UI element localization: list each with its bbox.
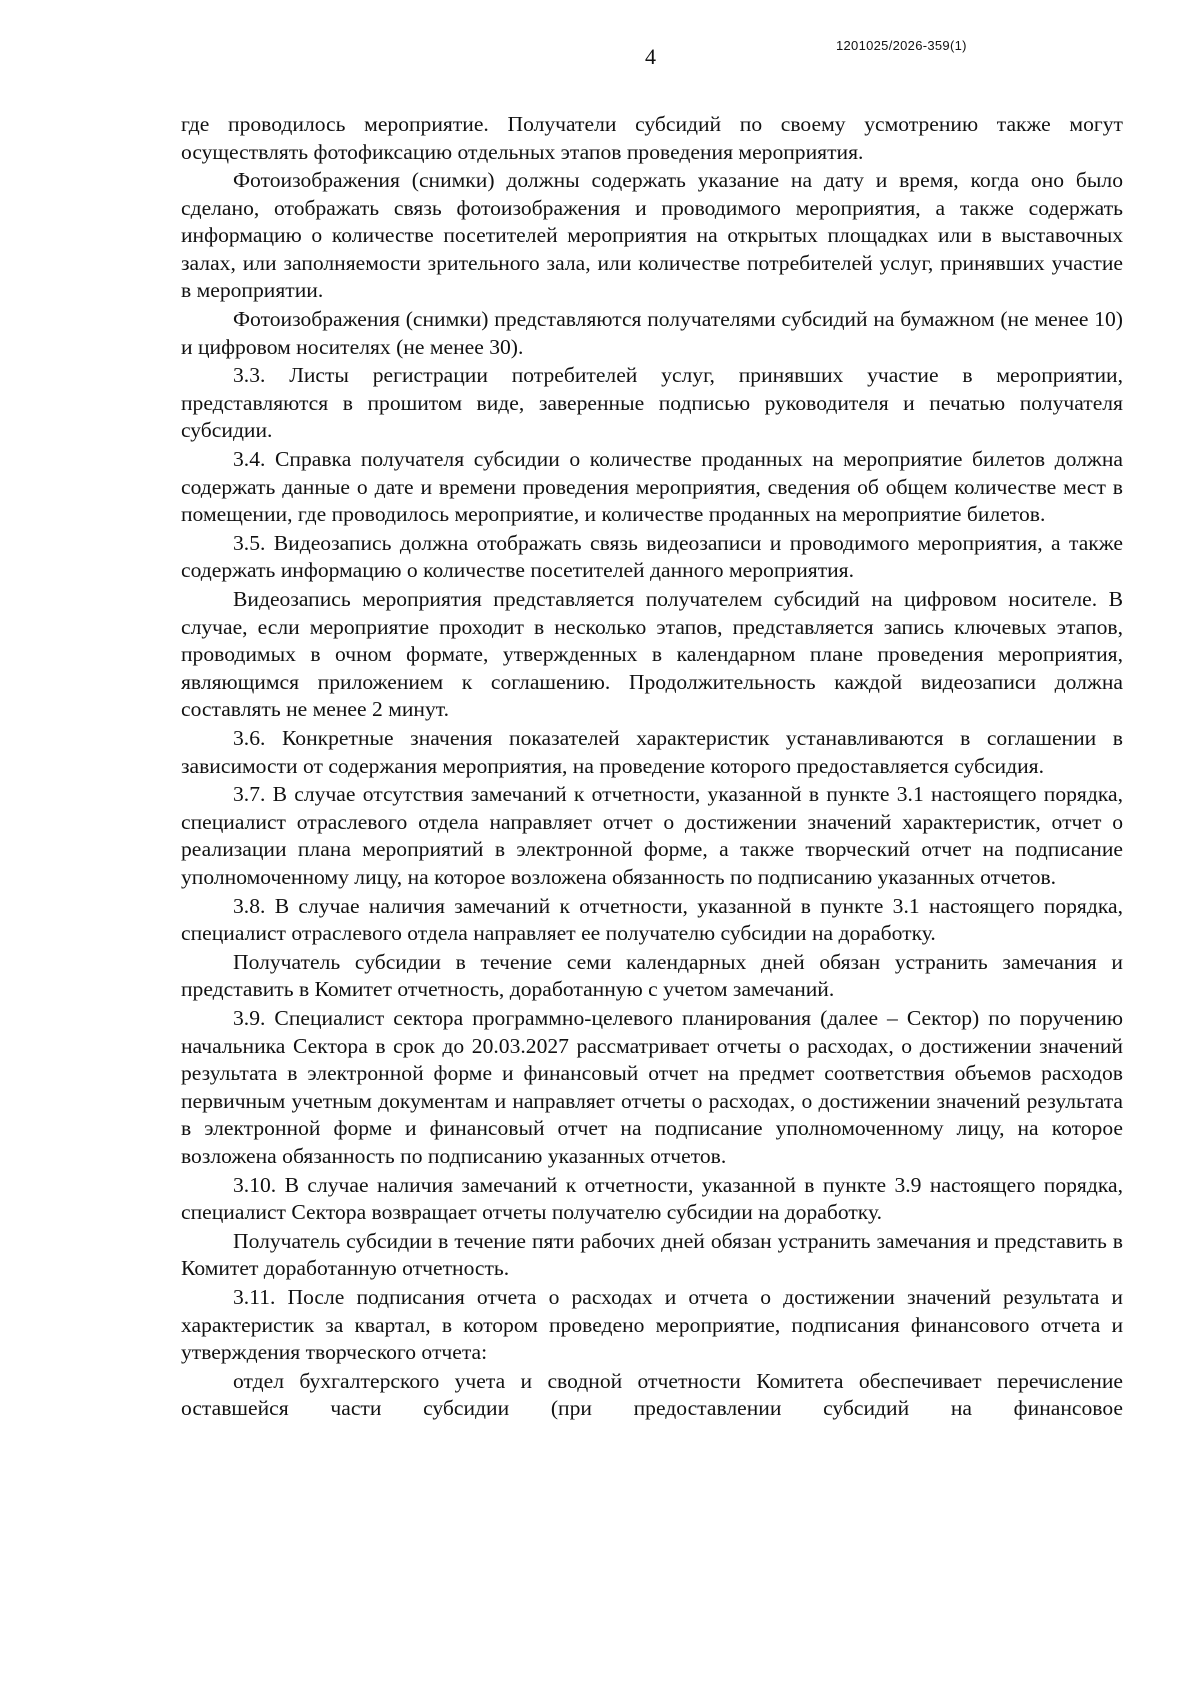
document-id: 1201025/2026-359(1) <box>836 38 967 53</box>
paragraph-video-submission: Видеозапись мероприятия представляется получателем субсидий на цифровом носителе. В случае, если мероприятие проходит в несколько этапов, представляется запись ключевых этапов, проводимых в очном формате, утвержденных в календарном плане проведения мероприятия, являющимся приложением к соглашению. Продолжительность каждой видеозаписи должна составлять не менее 2 минут. <box>181 587 1123 722</box>
paragraph-3-7: 3.7. В случае отсутствия замечаний к отчетности, указанной в пункте 3.1 настоящего порядка, специалист отраслевого отдела направляет отчет о достижении значений характеристик, отчет о реализации плана мероприятий в электронной форме, а также творческий отчет на подписание уполномоченному лицу, на которое возложена обязанность по подписанию указанных отчетов. <box>181 782 1123 889</box>
paragraph-3-9: 3.9. Специалист сектора программно-целевого планирования (далее – Сектор) по поручению начальника Сектора в срок до 20.03.2027 рассматривает отчеты о расходах, о достижении значений результата в электронной форме и финансовый отчет на предмет соответствия объемов расходов первичным учетным документам и направляет отчеты о расходах, о достижении значений результата в электронной форме и финансовый отчет на подписание уполномоченному лицу, на которое возложена обязанность по подписанию указанных отчетов. <box>181 1006 1123 1168</box>
paragraph-photo-submission: Фотоизображения (снимки) представляются получателями субсидий на бумажном (не менее 10) и цифровом носителях (не менее 30). <box>181 307 1123 359</box>
document-body <box>181 111 1123 1424</box>
paragraph-3-11: 3.11. После подписания отчета о расходах и отчета о достижении значений результата и характеристик за квартал, в котором проведено мероприятие, подписания финансового отчета и утверждения творческого отчета: <box>181 1285 1123 1365</box>
page-number: 4 <box>645 44 656 69</box>
paragraph-accounting-department: отдел бухгалтерского учета и сводной отчетности Комитета обеспечивает перечисление оставшейся части субсидии (при предоставлении субсидий на финансовое <box>181 1368 1123 1421</box>
paragraph-3-5: 3.5. Видеозапись должна отображать связь видеозаписи и проводимого мероприятия, а также содержать информацию о количестве посетителей данного мероприятия. <box>181 530 1123 583</box>
paragraph-3-6: 3.6. Конкретные значения показателей характеристик устанавливаются в соглашении в зависимости от содержания мероприятия, на проведение которого предоставляется субсидия. <box>181 726 1123 778</box>
paragraph-revision-five-days: Получатель субсидии в течение пяти рабочих дней обязан устранить замечания и представить в Комитет доработанную отчетность. <box>181 1228 1123 1281</box>
paragraph-3-10: 3.10. В случае наличия замечаний к отчетности, указанной в пункте 3.9 настоящего порядка, специалист Сектора возвращает отчеты получателю субсидии на доработку. <box>181 1172 1123 1225</box>
paragraph-3-8: 3.8. В случае наличия замечаний к отчетности, указанной в пункте 3.1 настоящего порядка, специалист отраслевого отдела направляет ее получателю субсидии на доработку. <box>181 893 1123 946</box>
paragraph-revision-seven-days: Получатель субсидии в течение семи календарных дней обязан устранить замечания и представить в Комитет отчетность, доработанную с учетом замечаний. <box>181 949 1123 1002</box>
paragraph-3-3: 3.3. Листы регистрации потребителей услуг, принявших участие в мероприятии, представляются в прошитом виде, заверенные подписью руководителя и печатью получателя субсидии. <box>181 363 1123 443</box>
paragraph-3-4: 3.4. Справка получателя субсидии о количестве проданных на мероприятие билетов должна содержать данные о дате и времени проведения мероприятия, сведения об общем количестве мест в помещении, где проводилось мероприятие, и количестве проданных на мероприятие билетов. <box>181 447 1123 527</box>
paragraph-continuation: где проводилось мероприятие. Получатели субсидий по своему усмотрению также могут осуществлять фотофиксацию отдельных этапов проведения мероприятия. <box>181 112 1123 164</box>
paragraph-photo-requirements: Фотоизображения (снимки) должны содержать указание на дату и время, когда оно было сделано, отображать связь фотоизображения и проводимого мероприятия, а также содержать информацию о количестве посетителей мероприятия на открытых площадках или в выставочных залах, или заполняемости зрительного зала, или количестве потребителей услуг, принявших участие в мероприятии. <box>181 168 1123 303</box>
